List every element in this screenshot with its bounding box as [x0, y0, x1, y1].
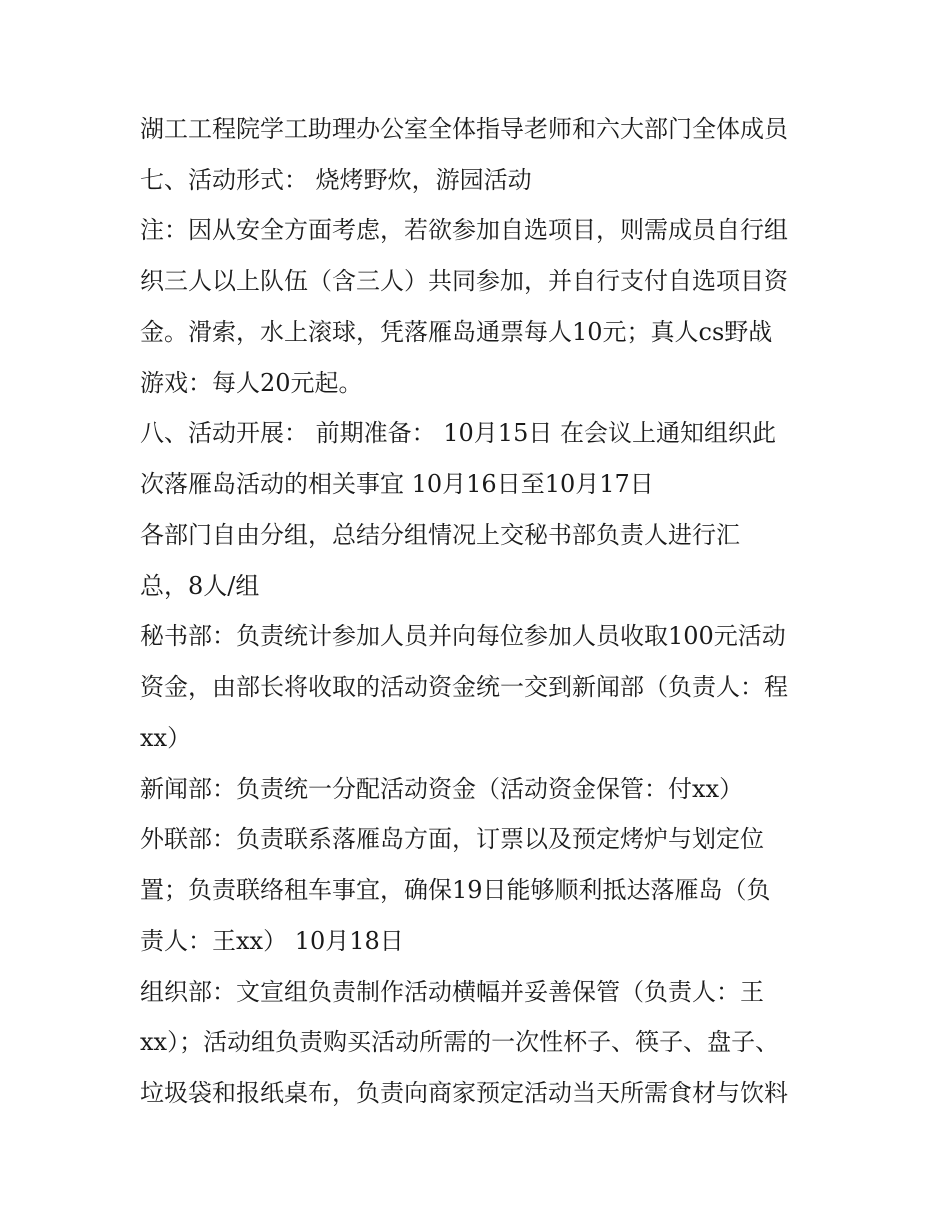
text-line: 游戏：每人20元起。	[140, 369, 363, 397]
text-line: 湖工工程院学工助理办公室全体指导老师和六大部门全体成员	[140, 115, 788, 143]
text-line: xx）	[140, 724, 192, 752]
text-line: 织三人以上队伍（含三人）共同参加，并自行支付自选项目资	[140, 267, 788, 295]
text-line: xx）；活动组负责购买活动所需的一次性杯子、筷子、盘子、	[140, 1028, 780, 1056]
text-line: 总，8人/组	[140, 572, 260, 600]
text-line: 垃圾袋和报纸桌布，负责向商家预定活动当天所需食材与饮料	[140, 1079, 788, 1107]
text-line: 八、活动开展： 前期准备： 10月15日 在会议上通知组织此	[140, 419, 776, 447]
text-line: 七、活动形式： 烧烤野炊，游园活动	[140, 166, 532, 194]
text-line: 秘书部：负责统计参加人员并向每位参加人员收取100元活动	[140, 622, 786, 650]
text-line: 金。滑索，水上滚球，凭落雁岛通票每人10元；真人cs野战	[140, 318, 773, 346]
text-line: 次落雁岛活动的相关事宜 10月16日至10月17日	[140, 470, 654, 498]
text-line: 新闻部：负责统一分配活动资金（活动资金保管：付xx）	[140, 775, 744, 803]
text-line: 注：因从安全方面考虑，若欲参加自选项目，则需成员自行组	[140, 216, 788, 244]
text-line: 置；负责联络租车事宜，确保19日能够顺利抵达落雁岛（负	[140, 876, 771, 904]
text-line: 责人：王xx） 10月18日	[140, 927, 404, 955]
text-line: 组织部：文宣组负责制作活动横幅并妥善保管（负责人：王	[140, 978, 764, 1006]
text-line: 外联部：负责联系落雁岛方面，订票以及预定烤炉与划定位	[140, 825, 764, 853]
text-line: 资金，由部长将收取的活动资金统一交到新闻部（负责人：程	[140, 673, 788, 701]
text-line: 各部门自由分组，总结分组情况上交秘书部负责人进行汇	[140, 521, 740, 549]
